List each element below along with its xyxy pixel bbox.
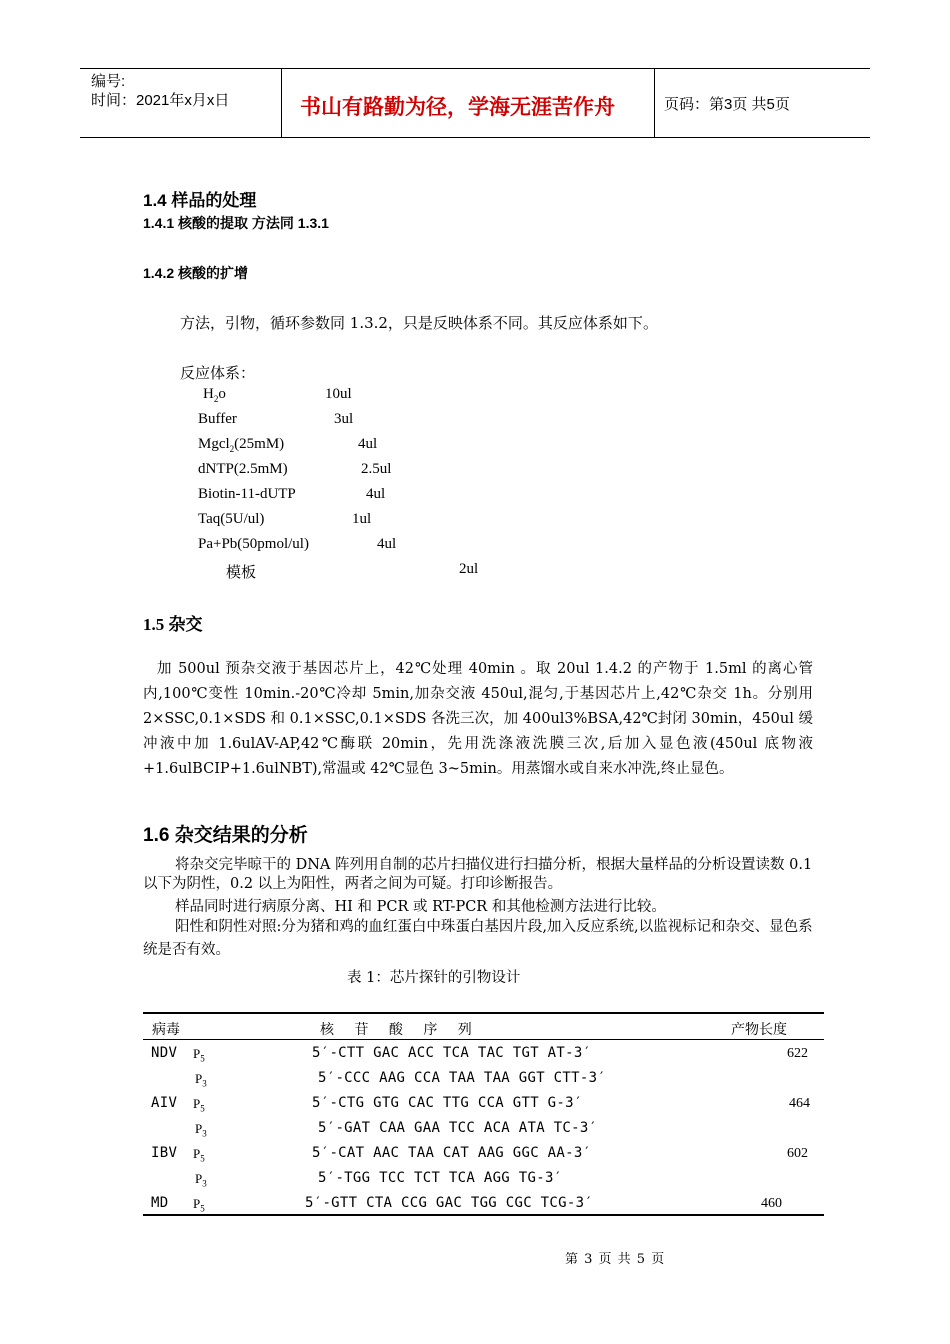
section-title-1-6: 1.6 杂交结果的分析 (143, 825, 308, 846)
virus-cell: MD (151, 1195, 169, 1211)
analysis-paragraph-1: 将杂交完毕晾干的 DNA 阵列用自制的芯片扫描仪进行扫描分析，根据大量样品的分析设置读数 0.1 以下为阴性，0.2 以上为阳性，两者之间为可疑。打印诊断报告。 (143, 857, 813, 892)
table-header-length: 产物长度 (731, 1022, 787, 1038)
analysis-paragraph-3: 阳性和阴性对照:分为猪和鸡的血红蛋白中珠蛋白基因片段,加入反应系统,以监视标记和杂交、显色系统是否有效。 (143, 919, 813, 958)
length-cell: 602 (787, 1146, 808, 1161)
primer-cell: $P_5$ (193, 1096, 205, 1114)
reagent-amount: 3ul (334, 411, 354, 427)
table-header-sequence: 核 苷 酸 序 列 (320, 1022, 480, 1038)
reagent-amount: 4ul (366, 486, 386, 502)
time-label: 时间：2021年x月x日 (91, 92, 230, 109)
table-top-rule (143, 1012, 824, 1014)
length-cell: 464 (789, 1096, 810, 1111)
subsection-1-4-1: 1.4.1 核酸的提取 方法同 1.3.1 (143, 215, 329, 231)
virus-cell: NDV (151, 1045, 178, 1061)
primer-cell: $P_3$ (195, 1071, 207, 1089)
reagent-amount: 10ul (325, 386, 352, 402)
reagent-amount: 4ul (377, 536, 397, 552)
header-motto: 书山有路勤为径，学海无涯苦作舟 (300, 96, 615, 119)
table-bottom-rule (143, 1214, 824, 1216)
subsection-1-4-2: 1.4.2 核酸的扩增 (143, 265, 249, 281)
reagent-amount: 1ul (352, 511, 372, 527)
header-divider (654, 69, 655, 137)
primer-cell: $P_3$ (195, 1171, 207, 1189)
reagent-name: Mgcl$_2$(25mM) (198, 436, 285, 454)
reagent-name: 模板 (226, 565, 257, 581)
reagent-name: Buffer (198, 411, 237, 427)
section-title-1-5: 1.5 杂交 (143, 615, 203, 634)
length-cell: 460 (761, 1196, 782, 1211)
reagent-name: Biotin-11-dUTP (198, 486, 296, 502)
sequence-cell: 5′-GAT CAA GAA TCC ACA ATA TC-3′ (318, 1120, 598, 1136)
virus-cell: AIV (151, 1095, 178, 1111)
sequence-cell: 5′-CTG GTG CAC TTG CCA GTT G-3′ (312, 1095, 583, 1111)
reaction-system-label: 反应体系： (180, 364, 256, 382)
primer-cell: $P_5$ (193, 1196, 205, 1214)
table-header-rule (143, 1039, 824, 1040)
primer-cell: $P_3$ (195, 1121, 207, 1139)
header-divider (281, 69, 282, 137)
reagent-name: Taq(5U/ul) (198, 511, 265, 527)
amplification-intro: 方法，引物，循环参数同 1.3.2，只是反映体系不同。其反应体系如下。 (180, 314, 658, 332)
table-caption: 表 1：芯片探针的引物设计 (347, 970, 521, 986)
reagent-amount: 2ul (459, 561, 479, 577)
analysis-paragraph-2: 样品同时进行病原分离、HI 和 PCR 或 RT-PCR 和其他检测方法进行比较。 (175, 899, 666, 915)
section-title-1-4: 1.4 样品的处理 (143, 191, 257, 210)
sequence-cell: 5′-TGG TCC TCT TCA AGG TG-3′ (318, 1170, 563, 1186)
reagent-name: dNTP(2.5mM) (198, 461, 288, 477)
serial-label: 编号: (91, 73, 126, 90)
reagent-amount: 4ul (358, 436, 378, 452)
page-footer: 第 3 页 共 5 页 (565, 1252, 665, 1267)
reagent-name: Pa+Pb(50pmol/ul) (198, 536, 309, 552)
length-cell: 622 (787, 1046, 808, 1061)
sequence-cell: 5′-CAT AAC TAA CAT AAG GGC AA-3′ (312, 1145, 592, 1161)
reagent-name: $H_2o$ (203, 386, 226, 404)
table-header-virus: 病毒 (152, 1022, 180, 1038)
sequence-cell: 5′-CCC AAG CCA TAA TAA GGT CTT-3′ (318, 1070, 607, 1086)
sequence-cell: 5′-GTT CTA CCG GAC TGG CGC TCG-3′ (305, 1195, 594, 1211)
primer-cell: $P_5$ (193, 1046, 205, 1064)
virus-cell: IBV (151, 1145, 178, 1161)
reagent-amount: 2.5ul (361, 461, 392, 477)
hybridization-body: 加 500ul 预杂交液于基因芯片上，42℃处理 40min 。取 20ul 1.4.2 的产物于 1.5ml 的离心管内,100℃变性 10min.-20℃冷却 5min,加杂交液 450ul,混匀,于基因芯片上,42℃杂交 1h。分别用 2×SSC,0.1×SDS 和 0.1×SSC,0.1×SDS 各洗三次，加 400ul3%BSA,42℃封闭 30min，450ul 缓冲液中加 1.6ulAV-AP,42℃酶联 20min，先用洗涤液洗膜三次,后加入显色液(450ul 底物液+1.6ulBCIP+1.6ulNBT),常温或 42℃显色 3~5min。用蒸馏水或自来水冲洗,终止显色。 (143, 661, 813, 777)
page-number-label: 页码：第3页 共5页 (664, 96, 790, 113)
sequence-cell: 5′-CTT GAC ACC TCA TAC TGT AT-3′ (312, 1045, 592, 1061)
primer-cell: $P_5$ (193, 1146, 205, 1164)
